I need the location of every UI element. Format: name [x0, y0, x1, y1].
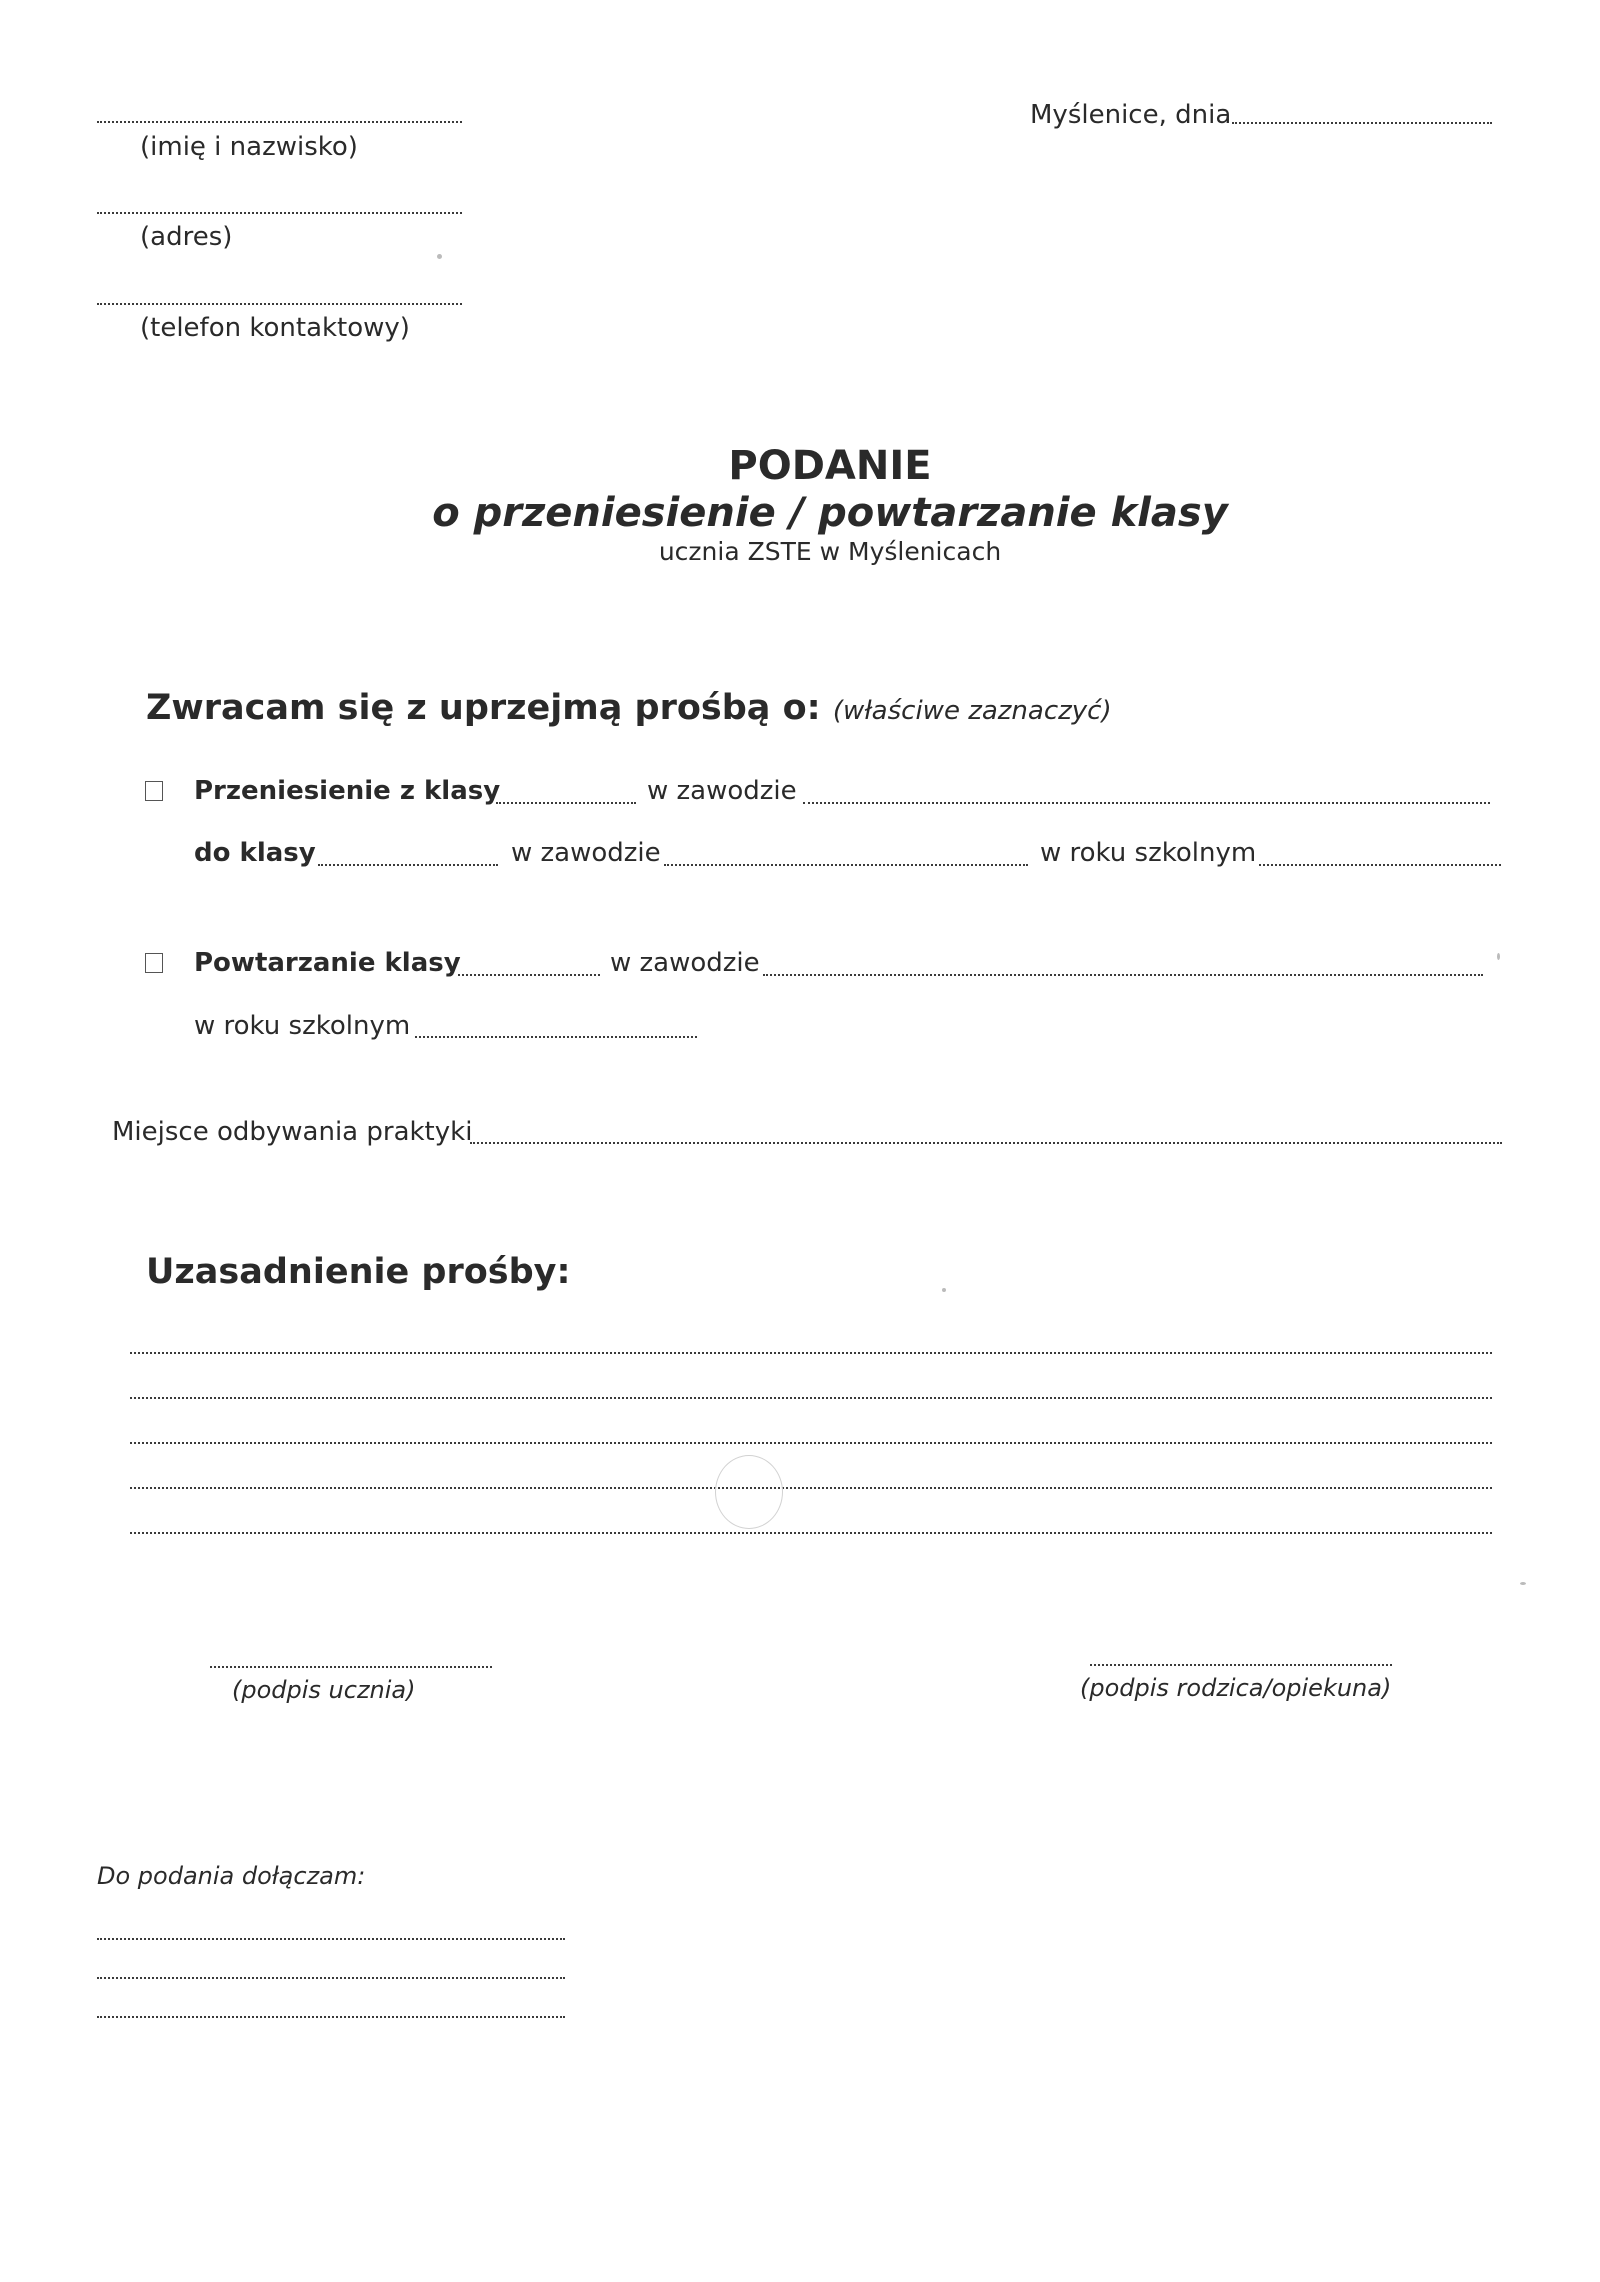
place-date-label: Myślenice, dnia: [1030, 100, 1232, 130]
justification-line[interactable]: [130, 1397, 1492, 1399]
scan-speck: [437, 254, 442, 259]
transfer-from-class-line[interactable]: [496, 802, 636, 804]
practice-label: Miejsce odbywania praktyki: [112, 1117, 473, 1147]
student-signature-line[interactable]: [210, 1666, 492, 1668]
scan-speck: [1520, 1582, 1526, 1585]
justification-heading: Uzasadnienie prośby:: [146, 1252, 571, 1292]
faint-circle-mark: [715, 1455, 783, 1529]
transfer-label: Przeniesienie z klasy: [194, 776, 501, 806]
request-hint: (właściwe zaznaczyć): [832, 696, 1112, 726]
justification-line[interactable]: [130, 1532, 1492, 1534]
to-profession-label: w zawodzie: [511, 838, 661, 868]
justification-line[interactable]: [130, 1487, 1492, 1489]
repeat-class-line[interactable]: [458, 974, 600, 976]
phone-label: (telefon kontaktowy): [140, 313, 410, 343]
attachment-line[interactable]: [97, 1938, 565, 1940]
request-heading-text: Zwracam się z uprzejmą prośbą o:: [146, 688, 821, 728]
repeat-profession-label: w zawodzie: [610, 948, 760, 978]
justification-line[interactable]: [130, 1352, 1492, 1354]
transfer-profession-label: w zawodzie: [647, 776, 797, 806]
school-name: ucznia ZSTE w Myślenicach: [658, 537, 1002, 566]
to-class-line[interactable]: [318, 864, 498, 866]
attachment-line[interactable]: [97, 2016, 565, 2018]
date-line[interactable]: [1232, 122, 1492, 124]
name-line[interactable]: [97, 121, 462, 123]
address-line[interactable]: [97, 212, 462, 214]
repeat-profession-line[interactable]: [763, 974, 1483, 976]
practice-line[interactable]: [470, 1142, 1502, 1144]
address-label: (adres): [140, 222, 233, 252]
to-profession-line[interactable]: [664, 864, 1028, 866]
page-subtitle: o przeniesienie / powtarzanie klasy: [432, 490, 1228, 536]
transfer-school-year-line[interactable]: [1259, 864, 1501, 866]
student-signature-label: (podpis ucznia): [232, 1676, 416, 1704]
transfer-school-year-label: w roku szkolnym: [1040, 838, 1257, 868]
request-heading: [146, 688, 1112, 728]
justification-line[interactable]: [130, 1442, 1492, 1444]
parent-signature-label: (podpis rodzica/opiekuna): [1080, 1674, 1392, 1702]
repeat-label: Powtarzanie klasy: [194, 948, 461, 978]
repeat-checkbox[interactable]: [145, 953, 163, 973]
phone-line[interactable]: [97, 303, 462, 305]
repeat-school-year-line[interactable]: [415, 1036, 697, 1038]
scan-speck: [1497, 953, 1500, 960]
to-class-label: do klasy: [194, 838, 316, 868]
parent-signature-line[interactable]: [1090, 1664, 1392, 1666]
transfer-checkbox[interactable]: [145, 781, 163, 801]
scan-speck: [942, 1288, 946, 1292]
attachment-line[interactable]: [97, 1977, 565, 1979]
name-label: (imię i nazwisko): [140, 132, 358, 162]
page-title: PODANIE: [728, 443, 932, 489]
repeat-school-year-label: w roku szkolnym: [194, 1011, 411, 1041]
transfer-profession-line[interactable]: [803, 802, 1490, 804]
attachments-label: Do podania dołączam:: [97, 1862, 366, 1890]
